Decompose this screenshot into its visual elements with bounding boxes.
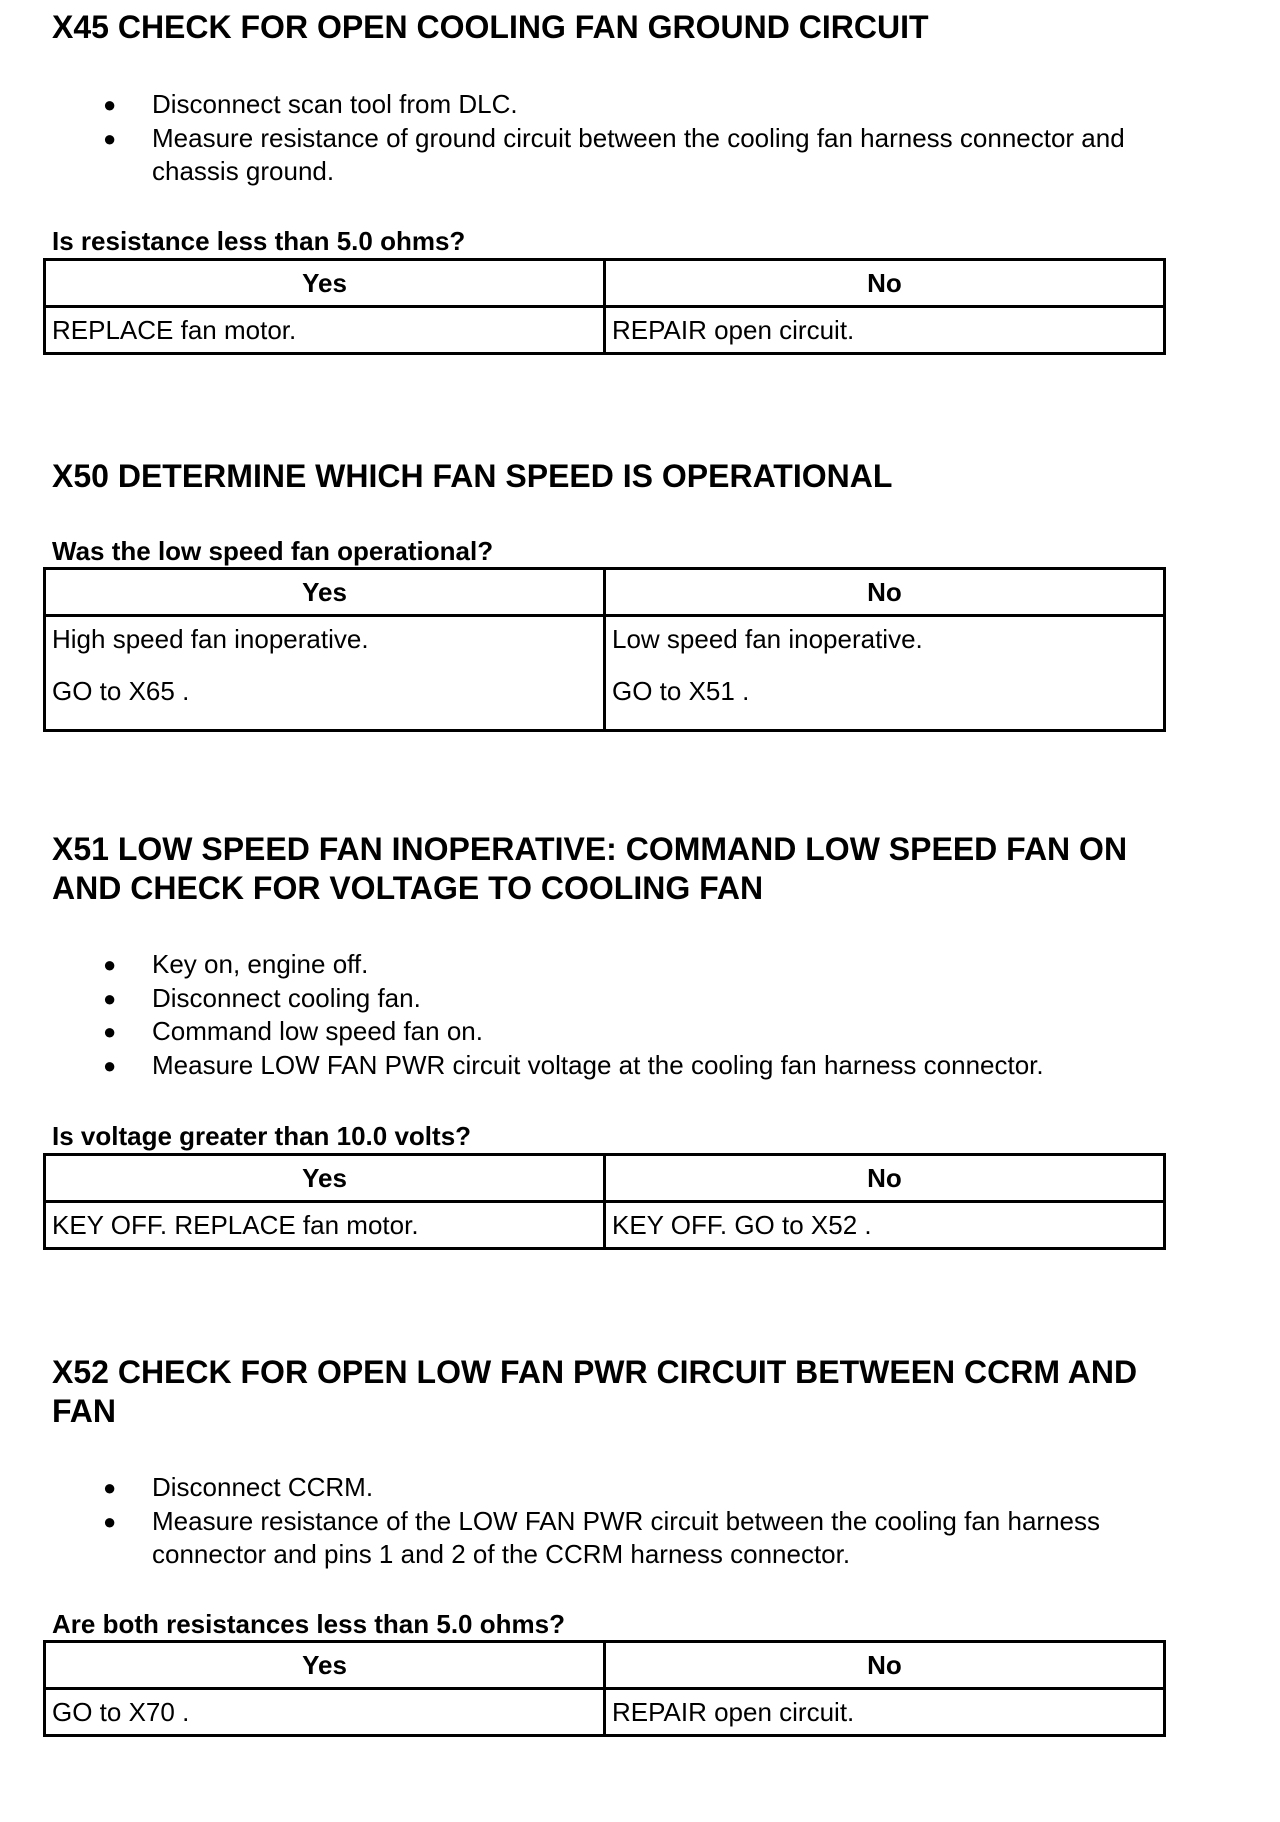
table-row: [45, 1202, 1165, 1249]
list-item: ● Measure resistance of ground circuit between the cooling fan harness connector and chassis ground.: [103, 122, 1125, 186]
no-header: No: [605, 260, 1165, 307]
step-x52-bullets: [0, 1471, 1240, 1572]
no-header: No: [605, 569, 1165, 616]
bullet-icon: ●: [103, 1475, 117, 1500]
list-item: ● Measure resistance of the LOW FAN PWR circuit between the cooling fan harness connector and pins 1 and 2 of the CCRM harness connector.: [103, 1505, 1100, 1569]
step-x45-heading: X45 CHECK FOR OPEN COOLING FAN GROUND CIRCUIT: [52, 9, 929, 45]
bullet-icon: ●: [103, 1019, 117, 1044]
step-x51-question: Is voltage greater than 10.0 volts?: [52, 1121, 472, 1151]
step-x51-bullets: [0, 948, 1240, 1082]
no-action: KEY OFF. GO to X52 .: [605, 1202, 1165, 1249]
no-header: No: [605, 1155, 1165, 1202]
no-header: No: [605, 1642, 1165, 1689]
step-x52-question: Are both resistances less than 5.0 ohms?: [52, 1609, 565, 1639]
bullet-icon: ●: [103, 985, 117, 1011]
step-x52-result-table: [43, 1640, 1166, 1737]
no-action: REPAIR open circuit.: [605, 307, 1165, 354]
step-x45-bullets: [0, 88, 1240, 189]
bullet-icon: ●: [103, 952, 117, 977]
yes-header: Yes: [45, 569, 605, 616]
yes-action: KEY OFF. REPLACE fan motor.: [45, 1202, 605, 1249]
no-action: Low speed fan inoperative. GO to X51 .: [605, 616, 1165, 731]
list-item: ● Measure LOW FAN PWR circuit voltage at the cooling fan harness connector.: [0, 1049, 1240, 1083]
list-item: ● Command low speed fan on.: [0, 1015, 1240, 1049]
step-x52-heading: X52 CHECK FOR OPEN LOW FAN PWR CIRCUIT BETWEEN CCRM AND FAN: [52, 1354, 1138, 1429]
bullet-icon: ●: [103, 125, 117, 151]
list-item: ● Disconnect CCRM.: [0, 1471, 1240, 1505]
step-x50-question: Was the low speed fan operational?: [52, 536, 494, 566]
step-x50-heading: X50 DETERMINE WHICH FAN SPEED IS OPERATIONAL: [52, 458, 893, 494]
table-row: [45, 1689, 1165, 1736]
yes-action: REPLACE fan motor.: [45, 307, 605, 354]
bullet-icon: ●: [103, 92, 117, 117]
bullet-icon: ●: [103, 1508, 117, 1534]
step-x45-result-table: [43, 258, 1166, 355]
no-action: REPAIR open circuit.: [605, 1689, 1165, 1736]
step-x51-result-table: [43, 1153, 1166, 1250]
yes-header: Yes: [45, 260, 605, 307]
bullet-icon: ●: [103, 1052, 117, 1078]
table-row: [45, 616, 1165, 731]
list-item: ● Disconnect scan tool from DLC.: [0, 88, 1240, 122]
yes-action: High speed fan inoperative. GO to X65 .: [45, 616, 605, 731]
step-x51-heading: X51 LOW SPEED FAN INOPERATIVE: COMMAND LOW SPEED FAN ON AND CHECK FOR VOLTAGE TO COOLING FAN: [52, 831, 1128, 906]
table-row: [45, 307, 1165, 354]
yes-action: GO to X70 .: [45, 1689, 605, 1736]
yes-header: Yes: [45, 1642, 605, 1689]
step-x50-result-table: [43, 567, 1166, 732]
yes-header: Yes: [45, 1155, 605, 1202]
list-item: ● Disconnect cooling fan.: [0, 982, 1240, 1016]
list-item: ● Key on, engine off.: [0, 948, 1240, 982]
step-x45-question: Is resistance less than 5.0 ohms?: [52, 226, 466, 256]
